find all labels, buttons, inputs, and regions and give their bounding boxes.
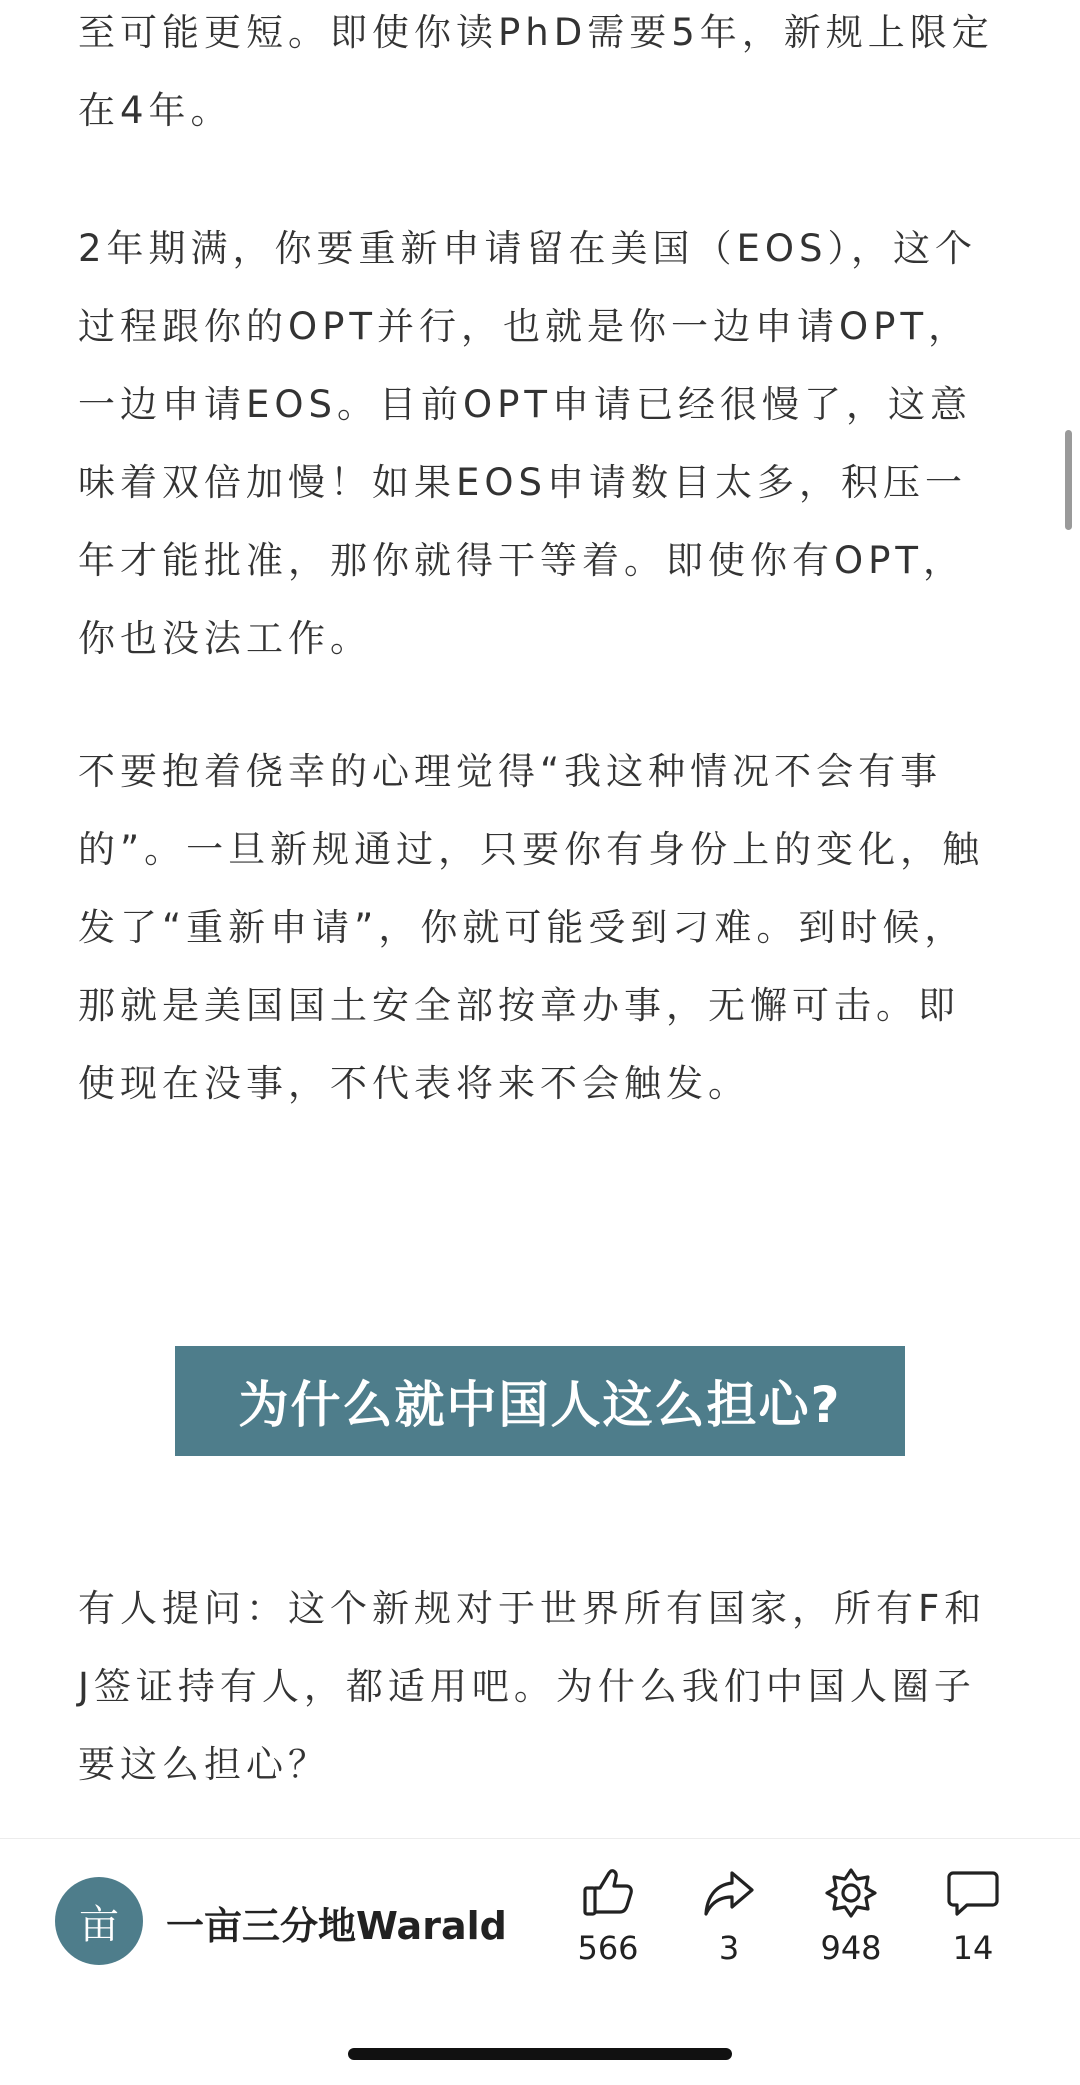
share-icon (701, 1865, 757, 1921)
section-heading (175, 1346, 905, 1456)
article-paragraph: 至可能更短。即使你读PhD需要5年，新规上限定在4年。 (78, 11, 994, 132)
recommend-icon (823, 1865, 879, 1921)
home-indicator[interactable] (348, 2048, 732, 2060)
account-avatar[interactable] (55, 1877, 143, 1965)
article-paragraph: 有人提问：这个新规对于世界所有国家，所有F和J签证持有人，都适用吧。为什么我们中国人圈子要这么担心？ (78, 1587, 987, 1786)
share-button[interactable] (684, 1865, 774, 1967)
comment-count: 14 (952, 1929, 994, 1967)
recommend-button[interactable] (806, 1865, 896, 1967)
scrollbar[interactable] (1065, 430, 1072, 530)
recommend-count: 948 (820, 1929, 882, 1967)
like-count: 566 (577, 1929, 639, 1967)
avatar-glyph: 亩 (79, 1901, 119, 1948)
comment-button[interactable] (928, 1865, 1018, 1967)
section-heading-text: 为什么就中国人这么担心? (238, 1376, 842, 1434)
article-paragraph: 2年期满，你要重新申请留在美国（EOS），这个过程跟你的OPT并行，也就是你一边申请OPT，一边申请EOS。目前OPT申请已经很慢了，这意味着双倍加慢！如果EOS申请数目太多，积压一年才能批准，那你就得干等着。即使你有OPT，你也没法工作。 (78, 227, 978, 660)
comment-icon (945, 1865, 1001, 1921)
account-name[interactable]: 一亩三分地Warald (166, 1904, 507, 1948)
share-count: 3 (718, 1929, 740, 1967)
thumbs-up-icon (580, 1865, 636, 1921)
bottom-action-bar (0, 1839, 1080, 2007)
like-button[interactable] (563, 1865, 653, 1967)
article-paragraph: 不要抱着侥幸的心理觉得“我这种情况不会有事的”。一旦新规通过，只要你有身份上的变化，触发了“重新申请”，你就可能受到刁难。到时候，那就是美国国土安全部按章办事，无懈可击。即使现在没事，不代表将来不会触发。 (78, 750, 985, 1105)
